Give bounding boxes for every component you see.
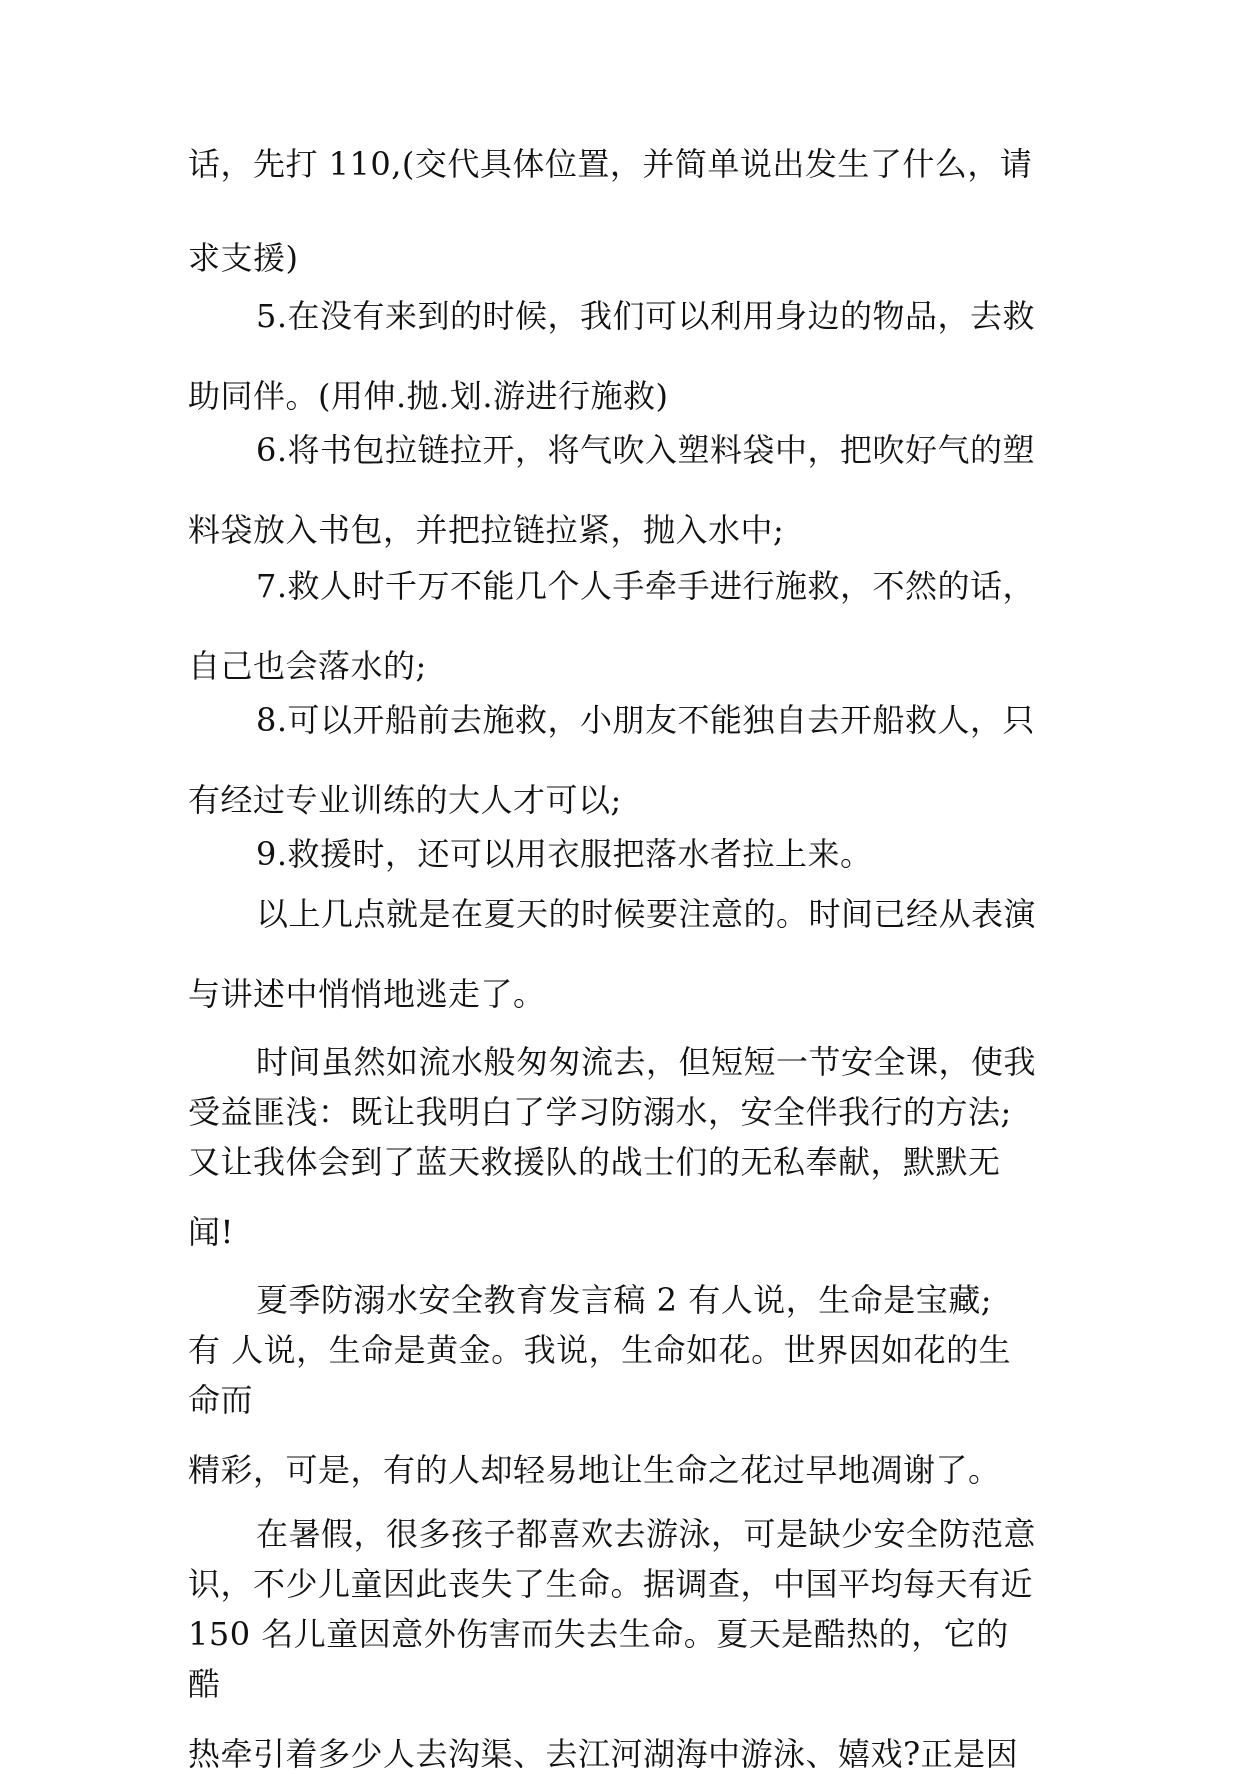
text-line: 自己也会落水的;	[188, 647, 427, 685]
text-line: 9.救援时，还可以用衣服把落水者拉上来。	[256, 835, 873, 873]
text-line: 识，不少儿童因此丧失了生命。据调查，中国平均每天有近	[188, 1565, 1034, 1603]
text-line: 精彩，可是，有的人却轻易地让生命之花过早地凋谢了。	[188, 1451, 1001, 1489]
text-line: 7.救人时千万不能几个人手牵手进行施救，不然的话，	[256, 567, 1036, 605]
text-line: 与讲述中悄悄地逃走了。	[188, 975, 546, 1013]
text-line: 有经过专业训练的大人才可以;	[188, 781, 622, 819]
text-line: 8.可以开船前去施救，小朋友不能独自去开船救人，只	[256, 701, 1036, 739]
text-line: 话，先打 110,(交代具体位置，并简单说出发生了什么，请	[188, 145, 1033, 183]
text-line: 酷	[188, 1665, 221, 1703]
text-line: 又让我体会到了蓝天救援队的战士们的无私奉献，默默无	[188, 1143, 1001, 1181]
text-line: 有 人说，生命是黄金。我说，生命如花。世界因如花的生	[188, 1331, 1012, 1369]
text-line: 闻!	[188, 1213, 234, 1251]
text-line: 5.在没有来到的时候，我们可以利用身边的物品，去救	[256, 297, 1036, 335]
text-line: 150 名儿童因意外伤害而失去生命。夏天是酷热的，它的	[188, 1615, 1009, 1653]
text-line: 热牵引着多少人去沟渠、去江河湖海中游泳、嬉戏?正是因	[188, 1735, 1019, 1773]
text-line: 求支援)	[188, 239, 299, 277]
text-line: 受益匪浅：既让我明白了学习防溺水，安全伴我行的方法;	[188, 1093, 1012, 1131]
text-line: 夏季防溺水安全教育发言稿 2 有人说，生命是宝藏;	[256, 1281, 992, 1319]
text-line: 命而	[188, 1381, 254, 1419]
text-line: 以上几点就是在夏天的时候要注意的。时间已经从表演	[256, 895, 1037, 933]
text-line: 6.将书包拉链拉开，将气吹入塑料袋中，把吹好气的塑	[256, 431, 1036, 469]
text-line: 助同伴。(用伸.抛.划.游进行施救)	[188, 377, 669, 415]
text-line: 时间虽然如流水般匆匆流去，但短短一节安全课，使我	[256, 1043, 1037, 1081]
text-line: 在暑假，很多孩子都喜欢去游泳，可是缺少安全防范意	[256, 1515, 1037, 1553]
text-line: 料袋放入书包，并把拉链拉紧，抛入水中;	[188, 511, 785, 549]
